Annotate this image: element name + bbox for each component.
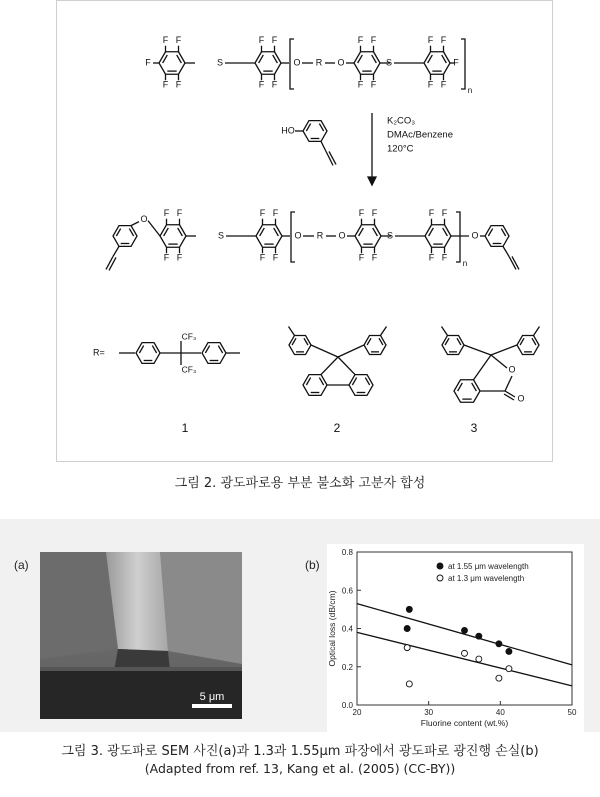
- atom-label: O: [517, 393, 525, 404]
- fluorene-ring: [349, 375, 373, 396]
- atom-label: F: [428, 208, 435, 219]
- scale-bar-label: 5 μm: [199, 691, 225, 703]
- atom-label: F: [441, 252, 448, 263]
- atom-label: F: [271, 35, 278, 46]
- y-tick-label: 0.4: [341, 624, 353, 634]
- panel-b-label: (b): [305, 558, 320, 572]
- atom-label: F: [441, 208, 448, 219]
- atom-label: F: [176, 252, 183, 263]
- optical-loss-chart: [327, 544, 584, 732]
- atom-label: F: [163, 252, 170, 263]
- tetrafluoro-ring: [256, 225, 282, 248]
- reaction-condition: K₂CO₃: [387, 115, 416, 127]
- atom-label: F: [357, 35, 364, 46]
- tolyl-ring: [364, 335, 386, 354]
- atom-label: S: [385, 57, 393, 68]
- atom-label: O: [471, 230, 479, 241]
- atom-label: O: [338, 230, 346, 241]
- synthesis-scheme: [57, 1, 554, 463]
- reaction-condition: 120°C: [387, 143, 414, 155]
- structure-number: 2: [333, 421, 341, 436]
- atom-label: F: [427, 35, 434, 46]
- fluorene-ring: [303, 375, 327, 396]
- phenylene-ring: [136, 343, 160, 364]
- sem-image: [40, 552, 242, 719]
- tolyl-ring: [442, 335, 464, 354]
- tetrafluoro-ring: [159, 52, 185, 75]
- panel-a-label: (a): [14, 558, 29, 572]
- tetrafluoro-ring: [255, 52, 281, 75]
- legend-marker: [437, 563, 443, 569]
- atom-label: F: [358, 208, 365, 219]
- reaction-condition: DMAc/Benzene: [387, 129, 454, 141]
- ethynylphenyl-ring: [113, 226, 137, 247]
- atom-label: F: [271, 79, 278, 90]
- figure3-panel: [0, 519, 600, 732]
- atom-label: F: [259, 252, 266, 263]
- atom-label: S: [386, 230, 394, 241]
- data-point: [462, 650, 468, 656]
- data-point: [496, 641, 502, 647]
- tetrafluoro-ring: [424, 52, 450, 75]
- atom-label: CF₃: [181, 331, 197, 342]
- data-point: [476, 656, 482, 662]
- data-point: [506, 648, 512, 654]
- atom-label: S: [217, 230, 225, 241]
- data-point: [406, 606, 412, 612]
- x-axis-label: Fluorine content (wt.%): [420, 718, 509, 728]
- atom-label: F: [427, 79, 434, 90]
- x-tick-label: 30: [424, 708, 434, 717]
- atom-label: F: [175, 35, 182, 46]
- data-point: [404, 626, 410, 632]
- atom-label: O: [508, 364, 516, 375]
- data-point: [406, 681, 412, 687]
- atom-label: O: [293, 57, 301, 68]
- atom-label: F: [259, 208, 266, 219]
- y-axis-label: Optical loss (dB/cm): [327, 590, 337, 667]
- tetrafluoro-ring: [425, 225, 451, 248]
- r-definition-label: R=: [93, 347, 105, 358]
- atom-label: R: [315, 57, 323, 68]
- atom-label: F: [371, 208, 378, 219]
- legend-label: at 1.55 μm wavelength: [448, 562, 529, 571]
- ethynylphenyl-ring: [485, 226, 509, 247]
- atom-label: R: [316, 230, 324, 241]
- atom-label: F: [258, 79, 265, 90]
- atom-label: O: [140, 213, 148, 224]
- legend-label: at 1.3 μm wavelength: [448, 574, 525, 583]
- atom-label: F: [163, 208, 170, 219]
- tetrafluoro-ring: [355, 225, 381, 248]
- x-tick-label: 50: [567, 708, 577, 717]
- structure-number: 3: [470, 421, 478, 436]
- atom-label: F: [272, 252, 279, 263]
- x-tick-label: 40: [495, 708, 505, 717]
- atom-label: n: [467, 86, 473, 96]
- tetrafluoro-ring: [354, 52, 380, 75]
- figure3-caption-line1: 그림 3. 광도파로 SEM 사진(a)과 1.3과 1.55μm 파장에서 광도파로 광진행 손실(b): [61, 744, 539, 759]
- y-tick-label: 0.6: [341, 586, 353, 596]
- atom-label: F: [371, 252, 378, 263]
- atom-label: F: [145, 57, 151, 68]
- x-tick-label: 20: [352, 708, 362, 717]
- tolyl-ring: [289, 335, 311, 354]
- data-point: [462, 627, 468, 633]
- phthalide-ring: [454, 380, 480, 403]
- atom-label: F: [162, 35, 169, 46]
- atom-label: F: [176, 208, 183, 219]
- atom-label: F: [358, 252, 365, 263]
- structure-number: 1: [181, 421, 189, 436]
- atom-label: F: [440, 79, 447, 90]
- synthesis-scheme-panel: [56, 0, 553, 462]
- atom-label: S: [216, 57, 224, 68]
- atom-label: O: [337, 57, 345, 68]
- figure3-caption-line2: (Adapted from ref. 13, Kang et al. (2005) (CC-BY)): [144, 761, 456, 776]
- atom-label: O: [294, 230, 302, 241]
- atom-label: HO: [281, 125, 295, 136]
- atom-label: F: [370, 79, 377, 90]
- phenylene-ring: [202, 343, 226, 364]
- atom-label: F: [370, 35, 377, 46]
- atom-label: CF₃: [181, 364, 197, 375]
- y-tick-label: 0.2: [341, 662, 353, 672]
- atom-label: F: [162, 79, 169, 90]
- tetrafluoro-ring: [160, 225, 186, 248]
- atom-label: F: [453, 57, 459, 68]
- legend-marker: [437, 575, 443, 581]
- y-tick-label: 0.0: [341, 701, 353, 710]
- data-point: [476, 633, 482, 639]
- atom-label: F: [440, 35, 447, 46]
- data-point: [496, 675, 502, 681]
- atom-label: F: [357, 79, 364, 90]
- atom-label: F: [272, 208, 279, 219]
- data-point: [506, 666, 512, 672]
- y-tick-label: 0.8: [341, 548, 353, 557]
- atom-label: F: [428, 252, 435, 263]
- figure2-caption: 그림 2. 광도파로용 부분 불소화 고분자 합성: [174, 476, 426, 491]
- atom-label: F: [175, 79, 182, 90]
- data-point: [404, 645, 410, 651]
- scale-bar: [192, 704, 232, 708]
- ethynylphenol-ring: [303, 121, 327, 142]
- atom-label: n: [462, 259, 468, 269]
- tolyl-ring: [517, 335, 539, 354]
- atom-label: F: [258, 35, 265, 46]
